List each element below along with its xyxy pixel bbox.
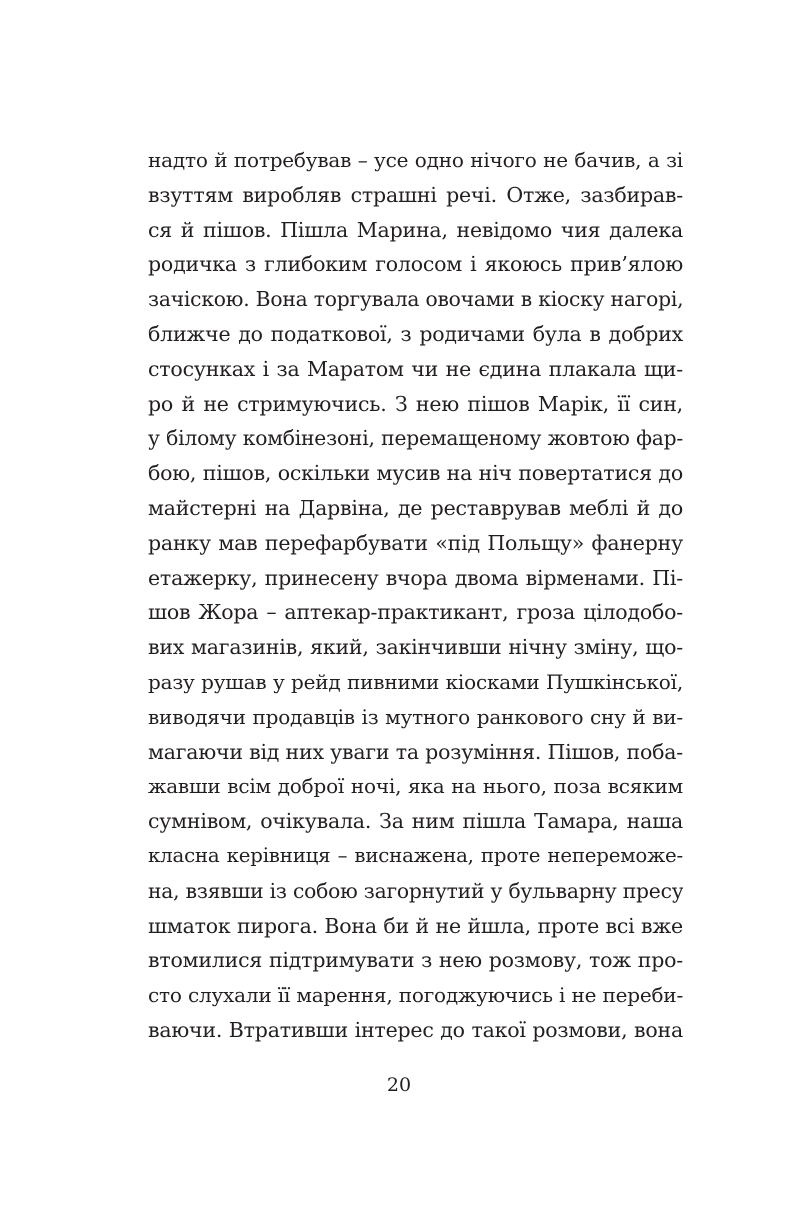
text-line: сумнівом, очікувала. За ним пішла Тамара, наша <box>148 809 683 834</box>
text-line: ро й не стримуючись. З нею пішов Марік, її син, <box>148 391 683 416</box>
text-line: виводячи продавців із мутного ранкового сну й ви- <box>148 704 683 729</box>
text-line: ваючи. Втративши інтерес до такої розмови, вона <box>148 1017 683 1042</box>
text-line: стосунках і за Маратом чи не єдина плакала щи- <box>148 356 683 381</box>
text-line: ся й пішов. Пішла Марина, невідомо чия далека <box>148 217 683 242</box>
text-line: разу рушав у рейд пивними кіосками Пушкінської, <box>148 669 683 694</box>
text-line: зачіскою. Вона торгувала овочами в кіоску нагорі, <box>148 287 683 312</box>
page-number: 20 <box>386 1074 412 1096</box>
text-line: магаючи від них уваги та розуміння. Пішов, поба- <box>148 739 683 764</box>
text-line: класна керівниця – виснажена, проте непереможе- <box>148 843 683 867</box>
text-line: вих магазинів, який, закінчивши нічну зміну, що- <box>148 635 683 660</box>
text-line: шов Жора – аптекар-практикант, гроза цілодобо- <box>148 600 683 625</box>
text-line: у білому комбінезоні, перемащеному жовтою фар- <box>148 426 683 451</box>
body-text <box>148 143 683 1048</box>
text-line: жавши всім доброї ночі, яка на нього, поза всяким <box>148 774 683 799</box>
text-line: сто слухали її марення, погоджуючись і не переби- <box>148 983 683 1008</box>
text-line: етажерку, принесену вчора двома вірменами. Пі- <box>148 565 683 590</box>
text-line: ранку мав перефарбувати «під Польщу» фанерну <box>148 530 683 555</box>
text-line: взуттям виробляв страшні речі. Отже, зазбирав- <box>148 182 683 207</box>
text-line: шматок пирога. Вона би й не йшла, проте всі вже <box>148 913 683 938</box>
text-line: втомилися підтримувати з нею розмову, тож про- <box>148 948 683 973</box>
text-line: бою, пішов, оскільки мусив на ніч повертатися до <box>148 461 683 486</box>
text-line: майстерні на Дарвіна, де реставрував меблі й до <box>148 495 683 520</box>
text-line: ближче до податкової, з родичами була в добрих <box>148 321 683 346</box>
text-line: надто й потребував – усе одно нічого не бачив, а зі <box>148 148 683 172</box>
text-line: на, взявши із собою загорнутий у бульварну пресу <box>148 878 683 903</box>
text-line: родичка з глибоким голосом і якоюсь прив’ялою <box>148 252 683 277</box>
